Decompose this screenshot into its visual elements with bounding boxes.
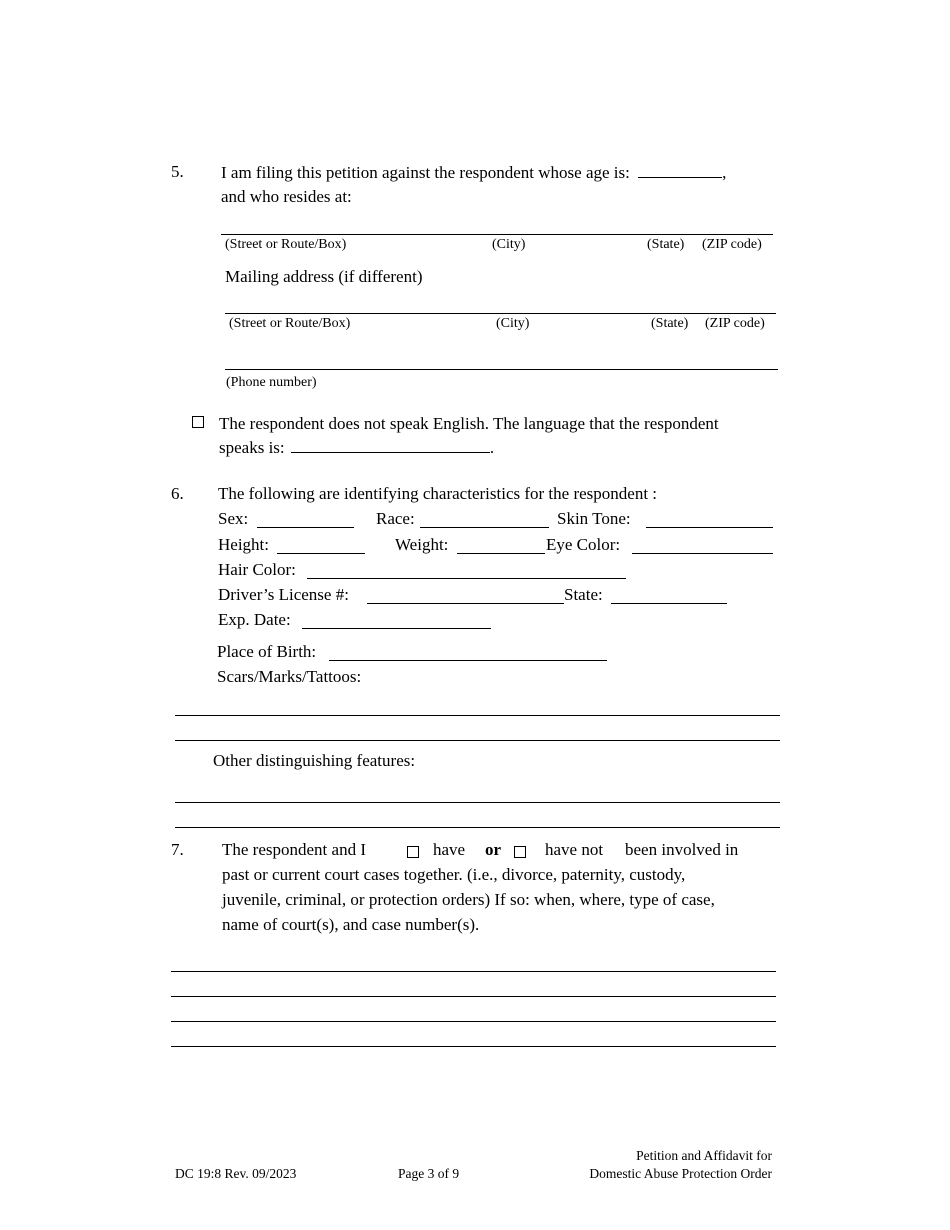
item-6-intro: The following are identifying characteristics for the respondent : (218, 484, 658, 503)
item-7-number: 7. (171, 840, 184, 859)
residence-address-field[interactable] (221, 234, 773, 235)
cases-line-2[interactable] (171, 996, 776, 997)
language-row (219, 437, 494, 458)
form-id: DC 19:8 Rev. 09/2023 (175, 1166, 297, 1181)
cases-line-3[interactable] (171, 1021, 776, 1022)
street-label: (Street or Route/Box) (225, 237, 347, 252)
scars-label: Scars/Marks/Tattoos: (217, 667, 362, 686)
race-field[interactable] (420, 527, 549, 528)
mailing-city-label: (City) (496, 316, 530, 331)
state-label: (State) (647, 237, 685, 252)
item-5-line1-end: , (722, 163, 727, 182)
other-features-label: Other distinguishing features: (213, 751, 416, 770)
race-label: Race: (376, 509, 415, 528)
cases-line-1[interactable] (171, 971, 776, 972)
item-5-line1: I am filing this petition against the respondent whose age is: (221, 163, 630, 182)
form-title-line2: Domestic Abuse Protection Order (589, 1166, 772, 1181)
language-field[interactable] (291, 437, 490, 453)
weight-field[interactable] (457, 553, 545, 554)
item-5-number: 5. (171, 162, 184, 181)
zip-label: (ZIP code) (702, 237, 762, 252)
license-state-field[interactable] (611, 603, 727, 604)
exp-date-label: Exp. Date: (218, 610, 291, 629)
or-label: or (485, 840, 502, 859)
have-label: have (433, 840, 466, 859)
language-end: . (489, 438, 495, 457)
phone-label: (Phone number) (226, 375, 317, 390)
cases-line-4[interactable] (171, 1046, 776, 1047)
mailing-street-label: (Street or Route/Box) (229, 316, 351, 331)
language-label: speaks is: (219, 438, 285, 457)
other-features-line-1[interactable] (175, 802, 780, 803)
have-not-label: have not (545, 840, 604, 859)
skin-tone-label: Skin Tone: (557, 509, 631, 528)
height-field[interactable] (277, 553, 365, 554)
item-7-tail: been involved in (625, 840, 739, 859)
form-title-line1: Petition and Affidavit for (636, 1148, 772, 1163)
mailing-state-label: (State) (651, 316, 689, 331)
page-number: Page 3 of 9 (398, 1166, 460, 1181)
sex-field[interactable] (257, 527, 354, 528)
exp-date-field[interactable] (302, 628, 491, 629)
scars-line-2[interactable] (175, 740, 780, 741)
height-label: Height: (218, 535, 269, 554)
have-checkbox[interactable] (407, 846, 419, 858)
phone-field[interactable] (225, 369, 778, 370)
license-field[interactable] (367, 603, 564, 604)
have-not-checkbox[interactable] (514, 846, 526, 858)
item-7-line2: past or current court cases together. (i.e., divorce, paternity, custody, (222, 865, 686, 884)
city-label: (City) (492, 237, 526, 252)
scars-line-1[interactable] (175, 715, 780, 716)
weight-label: Weight: (395, 535, 449, 554)
license-label: Driver’s License #: (218, 585, 349, 604)
skin-tone-field[interactable] (646, 527, 773, 528)
item-7-line4: name of court(s), and case number(s). (222, 915, 480, 934)
mailing-address-label: Mailing address (if different) (225, 267, 423, 286)
no-english-text: The respondent does not speak English. The language that the respondent (219, 414, 719, 433)
mailing-zip-label: (ZIP code) (705, 316, 765, 331)
hair-color-label: Hair Color: (218, 560, 296, 579)
age-field[interactable] (638, 162, 722, 178)
birth-place-label: Place of Birth: (217, 642, 317, 661)
item-5-line2: and who resides at: (221, 187, 352, 206)
eye-color-field[interactable] (632, 553, 773, 554)
mailing-address-field[interactable] (225, 313, 776, 314)
hair-color-field[interactable] (307, 578, 626, 579)
license-state-label: State: (564, 585, 603, 604)
item-7-lead: The respondent and I (222, 840, 366, 859)
eye-color-label: Eye Color: (546, 535, 621, 554)
no-english-checkbox[interactable] (192, 416, 204, 428)
other-features-line-2[interactable] (175, 827, 780, 828)
birth-place-field[interactable] (329, 660, 607, 661)
item-6-number: 6. (171, 484, 184, 503)
item-5-question (221, 162, 726, 183)
item-7-line3: juvenile, criminal, or protection orders) If so: when, where, type of case, (222, 890, 715, 909)
sex-label: Sex: (218, 509, 249, 528)
